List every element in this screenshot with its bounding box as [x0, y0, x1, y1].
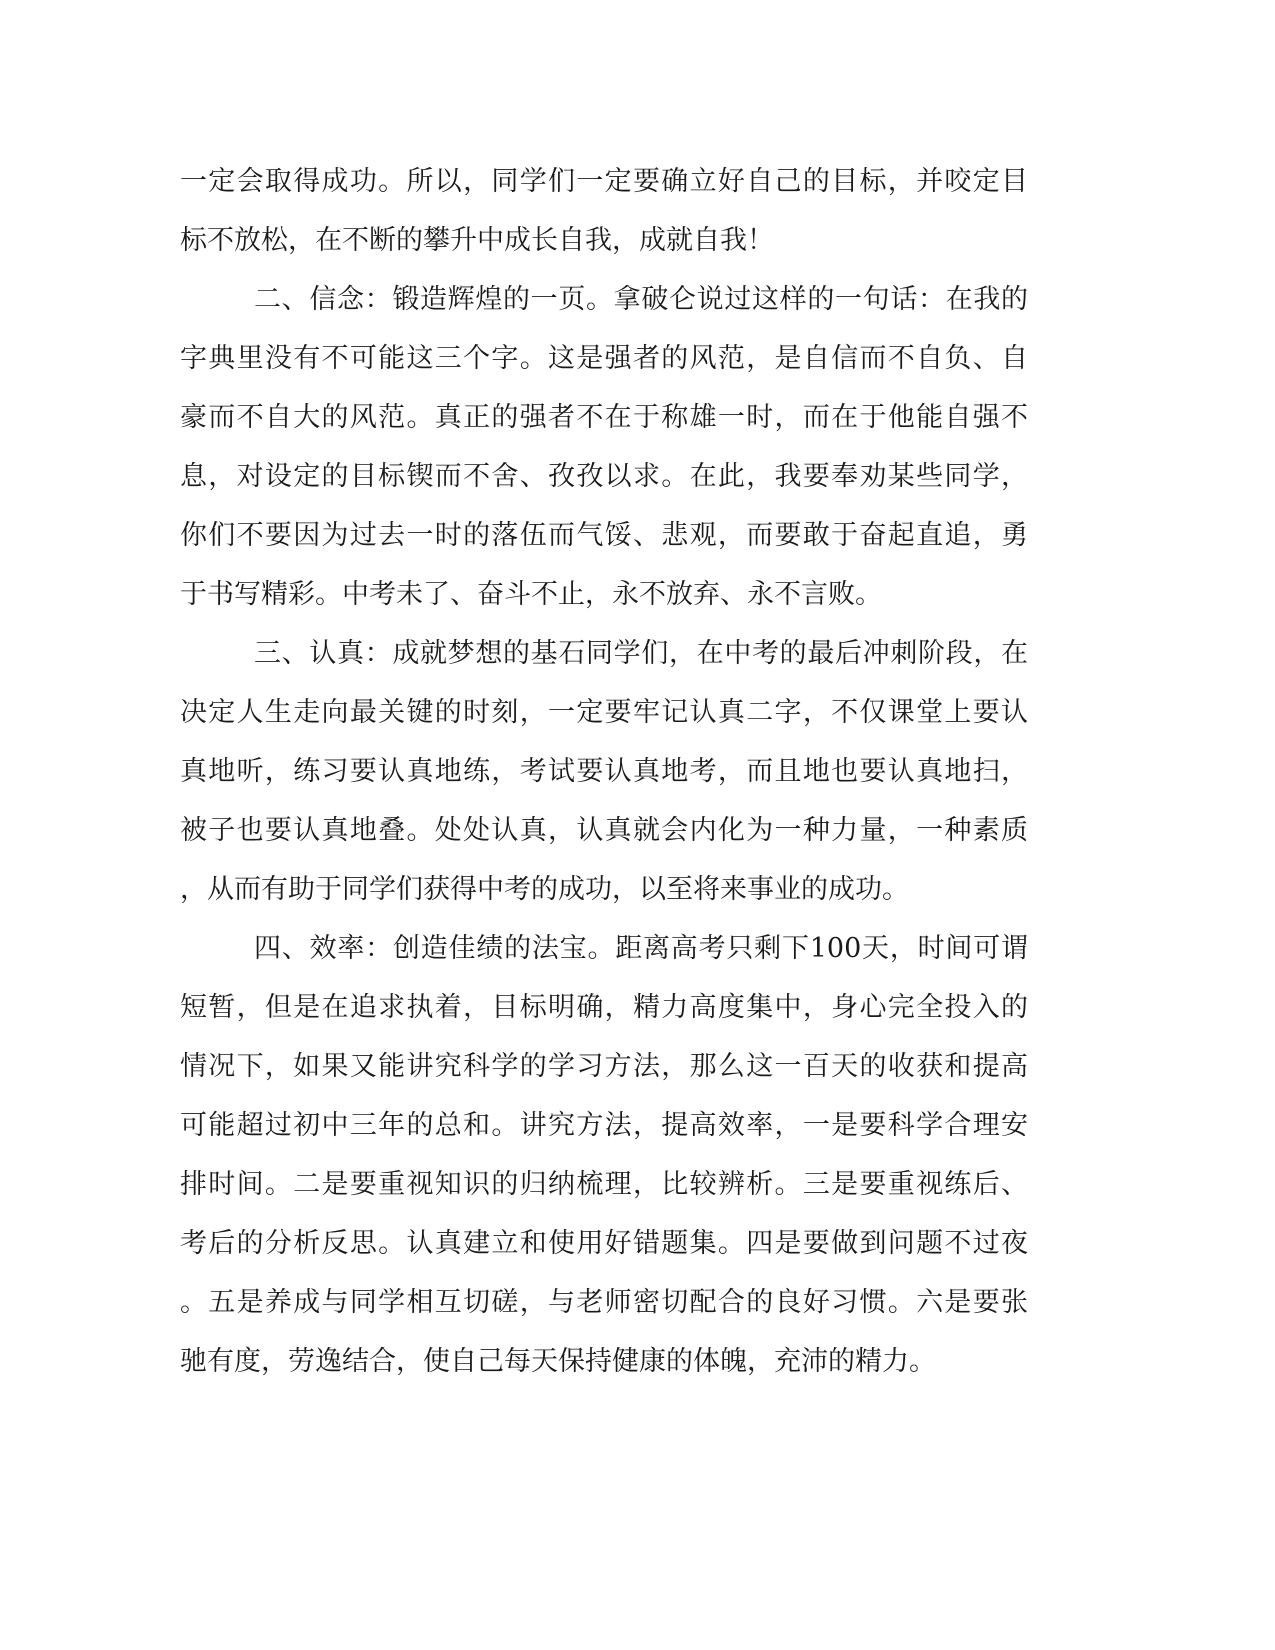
text-line: 可能超过初中三年的总和。讲究方法，提高效率，一是要科学合理安: [180, 1110, 1028, 1141]
text-line: 排时间。二是要重视知识的归纳梳理，比较辨析。三是要重视练后、: [180, 1169, 1028, 1200]
text-line: 豪而不自大的风范。真正的强者不在于称雄一时，而在于他能自强不: [180, 402, 1028, 433]
text-line: 字典里没有不可能这三个字。这是强者的风范，是自信而不自负、自: [180, 343, 1028, 374]
text-line: 息，对设定的目标锲而不舍、孜孜以求。在此，我要奉劝某些同学，: [180, 461, 1028, 492]
text-line: 标不放松，在不断的攀升中成长自我，成就自我！: [180, 225, 774, 256]
text-line: 驰有度，劳逸结合，使自己每天保持健康的体魄，充沛的精力。: [180, 1346, 936, 1377]
text-line: 被子也要认真地叠。处处认真，认真就会内化为一种力量，一种素质: [180, 815, 1028, 846]
text-line: 于书写精彩。中考未了、奋斗不止，永不放弃、永不言败。: [180, 579, 882, 610]
text-line: 你们不要因为过去一时的落伍而气馁、悲观，而要敢于奋起直追，勇: [180, 520, 1028, 551]
text-line: 。五是养成与同学相互切磋，与老师密切配合的良好习惯。六是要张: [180, 1287, 1028, 1318]
paragraph-heading-line: 二、信念：锻造辉煌的一页。拿破仑说过这样的一句话：在我的: [254, 284, 1028, 315]
text-line: 一定会取得成功。所以，同学们一定要确立好自己的目标，并咬定目: [180, 166, 1028, 197]
paragraph-heading-line: 三、认真：成就梦想的基石同学们，在中考的最后冲刺阶段，在: [254, 638, 1028, 669]
text-line: 真地听，练习要认真地练，考试要认真地考，而且地也要认真地扫，: [180, 756, 1028, 787]
text-line: 短暂，但是在追求执着，目标明确，精力高度集中，身心完全投入的: [180, 992, 1028, 1023]
paragraph-heading-line: 四、效率：创造佳绩的法宝。距离高考只剩下100天，时间可谓: [254, 933, 1028, 964]
text-line: ，从而有助于同学们获得中考的成功，以至将来事业的成功。: [180, 874, 909, 905]
text-line: 情况下，如果又能讲究科学的学习方法，那么这一百天的收获和提高: [180, 1051, 1028, 1082]
text-line: 考后的分析反思。认真建立和使用好错题集。四是要做到问题不过夜: [180, 1228, 1028, 1259]
text-line: 决定人生走向最关键的时刻，一定要牢记认真二字，不仅课堂上要认: [180, 697, 1028, 728]
body-text: [180, 152, 1028, 1391]
